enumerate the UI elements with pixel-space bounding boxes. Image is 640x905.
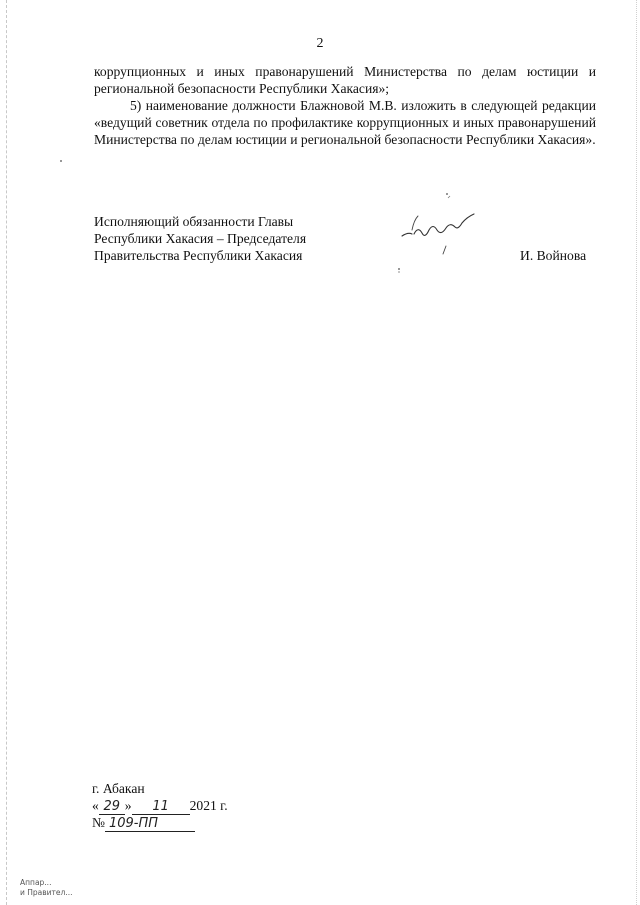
city-line: г. Абакан bbox=[92, 781, 145, 796]
place-and-date bbox=[92, 780, 228, 831]
position-line: Исполняющий обязанности Главы bbox=[94, 214, 294, 229]
close-quote: » bbox=[124, 798, 132, 813]
handwritten-signature bbox=[388, 190, 498, 280]
number-line bbox=[92, 814, 228, 831]
footer-line: Аппар... bbox=[20, 878, 52, 887]
paragraph-item-5: 5) наименование должности Блажновой М.В. изложить в следующей редакции «ведущий советник отдела по профилактике коррупционных и иных правонарушений Министерства по делам юстиции и региональной безопасности Республики Хакасия». bbox=[94, 98, 596, 147]
right-scan-edge bbox=[636, 0, 637, 905]
signer-name: И. Войнова bbox=[520, 248, 587, 263]
number-sign: № bbox=[92, 815, 105, 830]
open-quote: « bbox=[92, 798, 99, 813]
document-number: 109-ПП bbox=[105, 816, 195, 832]
date-day: 29 bbox=[99, 799, 125, 815]
date-line bbox=[92, 797, 228, 814]
left-scan-edge bbox=[6, 0, 7, 905]
page-number: 2 bbox=[316, 36, 324, 51]
scan-speck bbox=[398, 268, 400, 270]
document-body bbox=[94, 63, 596, 148]
paragraph-continuation: коррупционных и иных правонарушений Министерства по делам юстиции и региональной безопасности Республики Хакасия»; bbox=[94, 64, 596, 96]
position-line: Республики Хакасия – Председателя bbox=[94, 231, 307, 246]
scan-speck bbox=[446, 193, 448, 195]
scan-speck bbox=[60, 160, 62, 162]
position-line: Правительства Республики Хакасия bbox=[94, 248, 303, 263]
footer-stamp bbox=[20, 878, 72, 898]
date-month: 11 bbox=[132, 799, 190, 815]
footer-line: и Правител... bbox=[20, 888, 73, 897]
date-year: 2021 г. bbox=[189, 798, 228, 813]
signatory-position bbox=[94, 213, 306, 264]
